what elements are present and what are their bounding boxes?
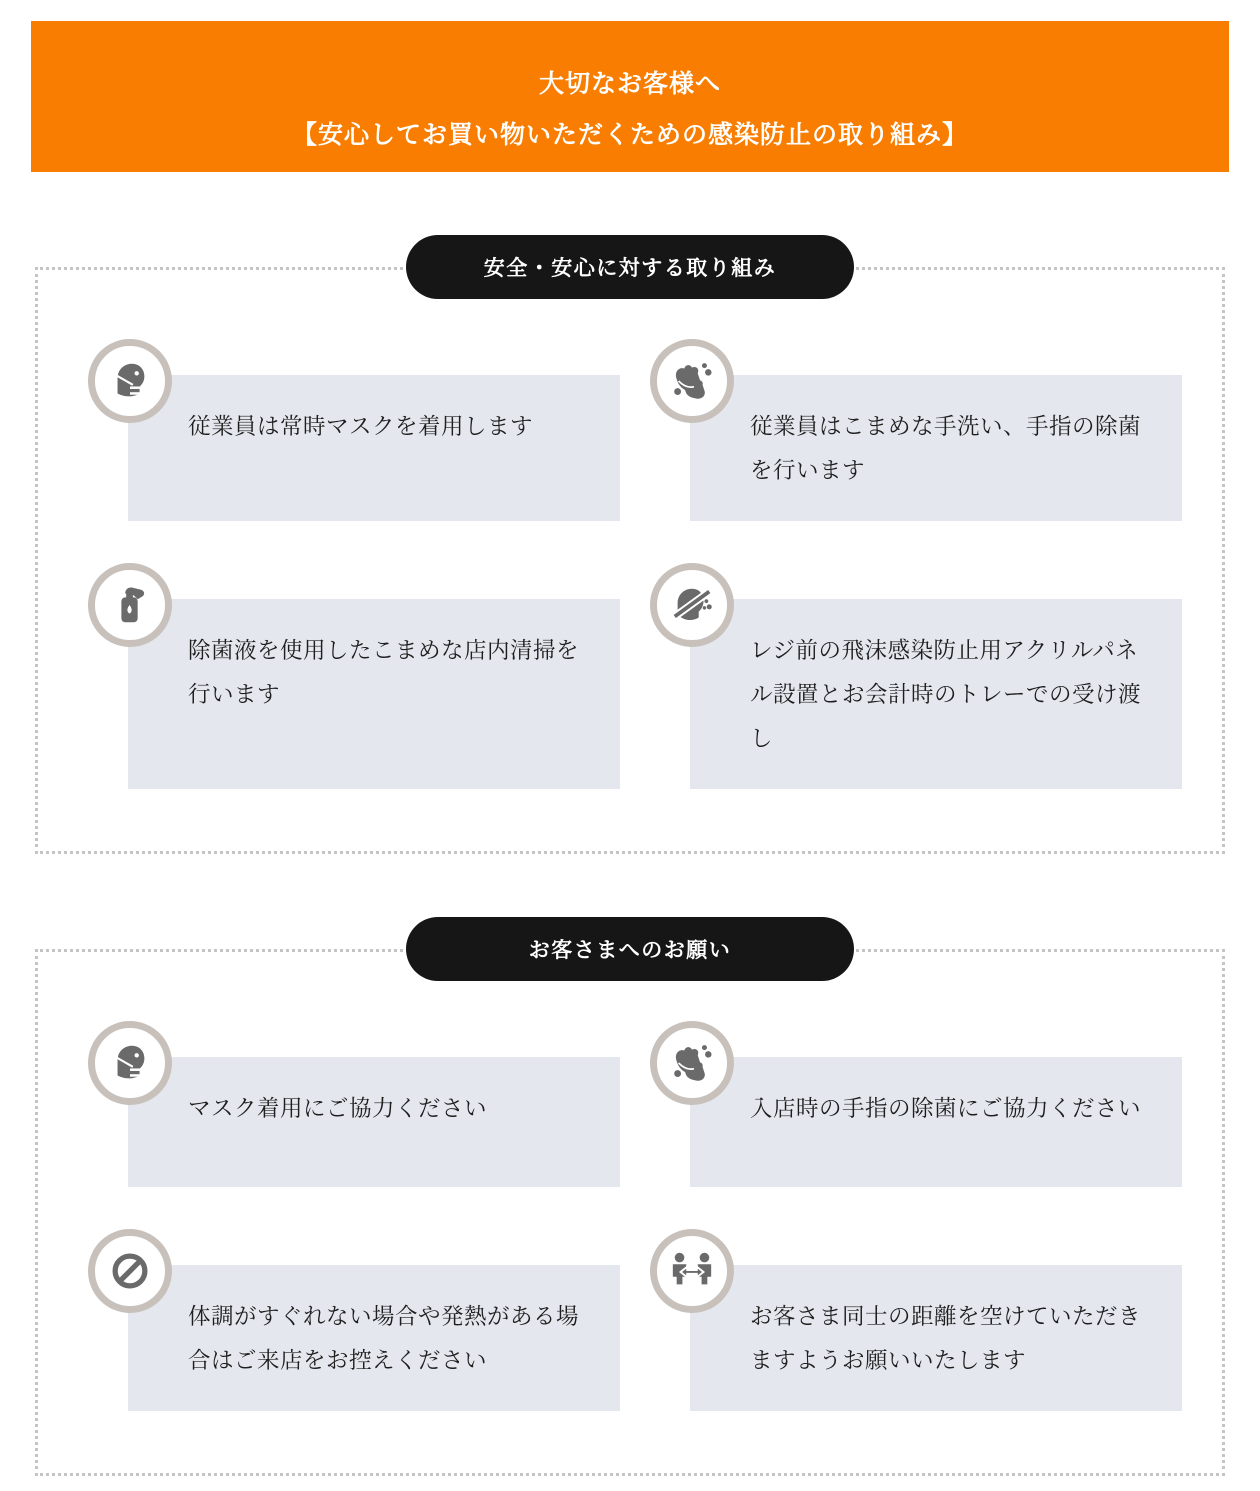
list-item: [650, 339, 1182, 521]
notice-page: [0, 21, 1260, 1491]
header-line-2: 【安心してお買い物いただくための感染防止の取り組み】: [291, 121, 968, 149]
item-text: レジ前の飛沫感染防止用アクリルパネル設置とお会計時のトレーでの受け渡し: [690, 599, 1182, 789]
list-item: [650, 1021, 1182, 1187]
section-requests-panel: [35, 949, 1225, 1476]
item-text: お客さま同士の距離を空けていただきますようお願いいたします: [690, 1265, 1182, 1411]
item-text: 従業員は常時マスクを着用します: [128, 375, 620, 521]
section-initiatives: [35, 235, 1225, 854]
prohibition-icon: [88, 1229, 172, 1313]
list-item: [88, 1021, 620, 1187]
social-distance-icon: [650, 1229, 734, 1313]
hand-wash-icon: [650, 339, 734, 423]
hand-wash-icon: [650, 1021, 734, 1105]
list-item: [88, 563, 620, 789]
header-line-1: 大切なお客様へ: [538, 70, 721, 98]
item-text: マスク着用にご協力ください: [128, 1057, 620, 1187]
initiatives-grid: [88, 339, 1182, 789]
section-initiatives-panel: [35, 267, 1225, 854]
list-item: [88, 339, 620, 521]
item-text: 入店時の手指の除菌にご協力ください: [690, 1057, 1182, 1187]
list-item: [650, 1229, 1182, 1411]
section-requests-badge: お客さまへのお願い: [406, 917, 854, 981]
requests-grid: [88, 1021, 1182, 1411]
mask-face-icon: [88, 339, 172, 423]
item-text: 除菌液を使用したこまめな店内清掃を行います: [128, 599, 620, 789]
item-text: 体調がすぐれない場合や発熱がある場合はご来店をお控えください: [128, 1265, 620, 1411]
header-banner: [31, 21, 1229, 172]
section-initiatives-badge: 安全・安心に対する取り組み: [406, 235, 854, 299]
list-item: [88, 1229, 620, 1411]
item-text: 従業員はこまめな手洗い、手指の除菌を行います: [690, 375, 1182, 521]
droplet-guard-icon: [650, 563, 734, 647]
mask-face-icon: [88, 1021, 172, 1105]
section-requests: [35, 917, 1225, 1476]
list-item: [650, 563, 1182, 789]
sanitizer-bottle-icon: [88, 563, 172, 647]
